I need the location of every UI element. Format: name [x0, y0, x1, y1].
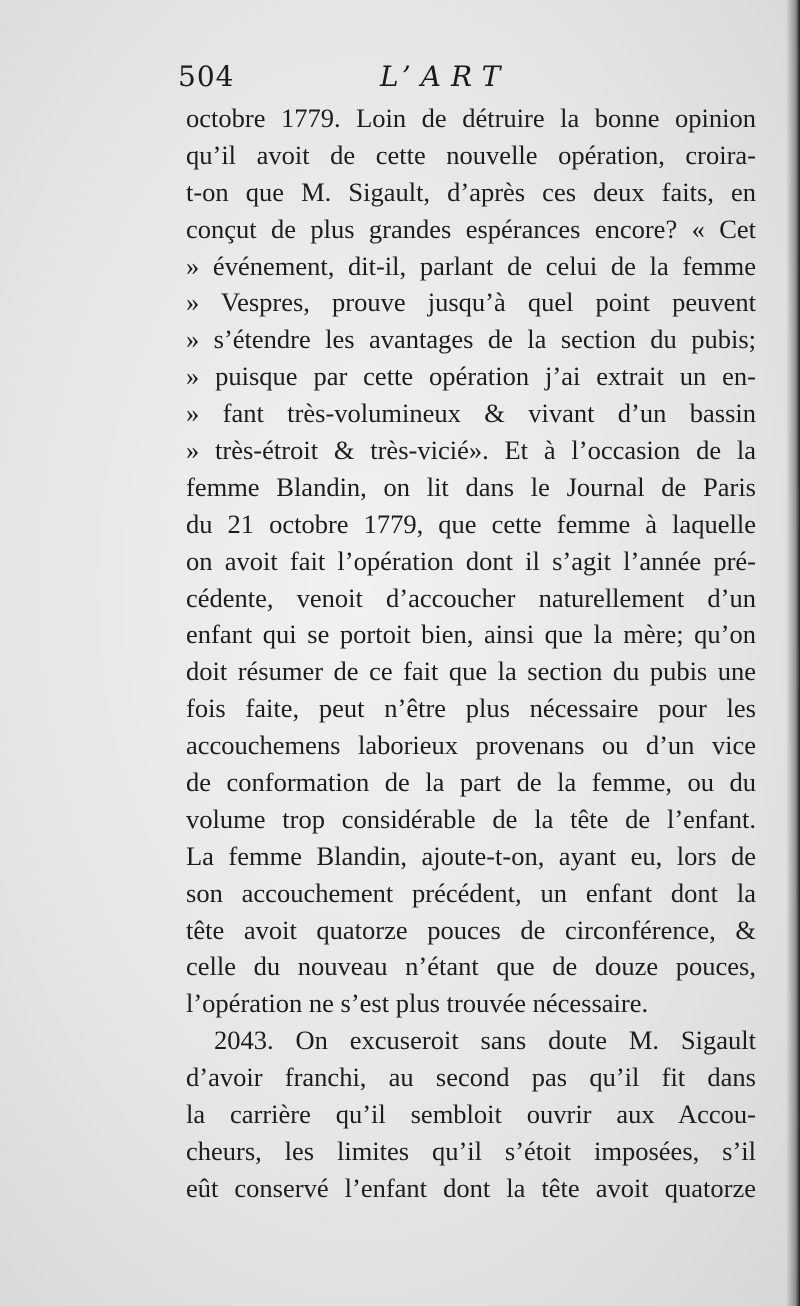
- text-line: fois faite, peut n’être plus nécessaire pour les: [186, 693, 756, 724]
- text-line: l’opération ne s’est plus trouvée nécessaire.: [186, 988, 649, 1019]
- text-line: » fant très-volumineux & vivant d’un bassin: [186, 398, 756, 429]
- text-line: conçut de plus grandes espérances encore? « Cet: [186, 213, 756, 244]
- page-edge-shadow: [786, 0, 800, 1306]
- text-line: son accouchement précédent, un enfant dont la: [186, 877, 756, 908]
- text-line: t-on que M. Sigault, d’après ces deux faits, en: [186, 176, 756, 207]
- page-header: [172, 58, 752, 98]
- running-head: L’ART: [380, 60, 511, 93]
- text-line: celle du nouveau n’étant que de douze pouces,: [186, 951, 756, 982]
- text-line: enfant qui se portoit bien, ainsi que la mère; qu’on: [186, 619, 756, 650]
- text-line: d’avoir franchi, au second pas qu’il fit dans: [186, 1062, 756, 1093]
- text-line: » s’étendre les avantages de la section du pubis;: [186, 324, 756, 355]
- text-line: on avoit fait l’opération dont il s’agit l’année pré-: [186, 545, 756, 576]
- body-text: [186, 100, 756, 1207]
- text-line: » Vespres, prouve jusqu’à quel point peuvent: [186, 287, 756, 318]
- text-line: doit résumer de ce fait que la section du pubis une: [186, 656, 756, 687]
- text-line: » événement, dit-il, parlant de celui de la femme: [186, 250, 756, 281]
- text-line: accouchemens laborieux provenans ou d’un vice: [186, 730, 756, 761]
- text-line: La femme Blandin, ajoute-t-on, ayant eu, lors de: [186, 840, 756, 871]
- text-line: octobre 1779. Loin de détruire la bonne opinion: [186, 103, 756, 133]
- text-line: la carrière qu’il sembloit ouvrir aux Accou-: [186, 1099, 756, 1130]
- text-line: tête avoit quatorze pouces de circonférence, &: [186, 914, 756, 945]
- paragraph-start-line: 2043. On excuseroit sans doute M. Sigault: [214, 1025, 756, 1056]
- text-line: volume trop considérable de la tête de l’enfant.: [186, 803, 756, 834]
- text-line: eût conservé l’enfant dont la tête avoit quatorze: [186, 1172, 756, 1203]
- text-line: cédente, venoit d’accoucher naturellement d’un: [186, 582, 756, 613]
- text-line: de conformation de la part de la femme, ou du: [186, 767, 756, 798]
- text-line: » puisque par cette opération j’ai extrait un en-: [186, 361, 756, 392]
- text-line: cheurs, les limites qu’il s’étoit imposées, s’il: [186, 1135, 756, 1166]
- text-line: du 21 octobre 1779, que cette femme à laquelle: [186, 508, 756, 539]
- text-line: » très-étroit & très-vicié». Et à l’occasion de la: [186, 435, 756, 466]
- text-line: qu’il avoit de cette nouvelle opération, croira-: [186, 139, 756, 170]
- text-line: femme Blandin, on lit dans le Journal de Paris: [186, 471, 756, 502]
- page-number: 504: [178, 60, 235, 93]
